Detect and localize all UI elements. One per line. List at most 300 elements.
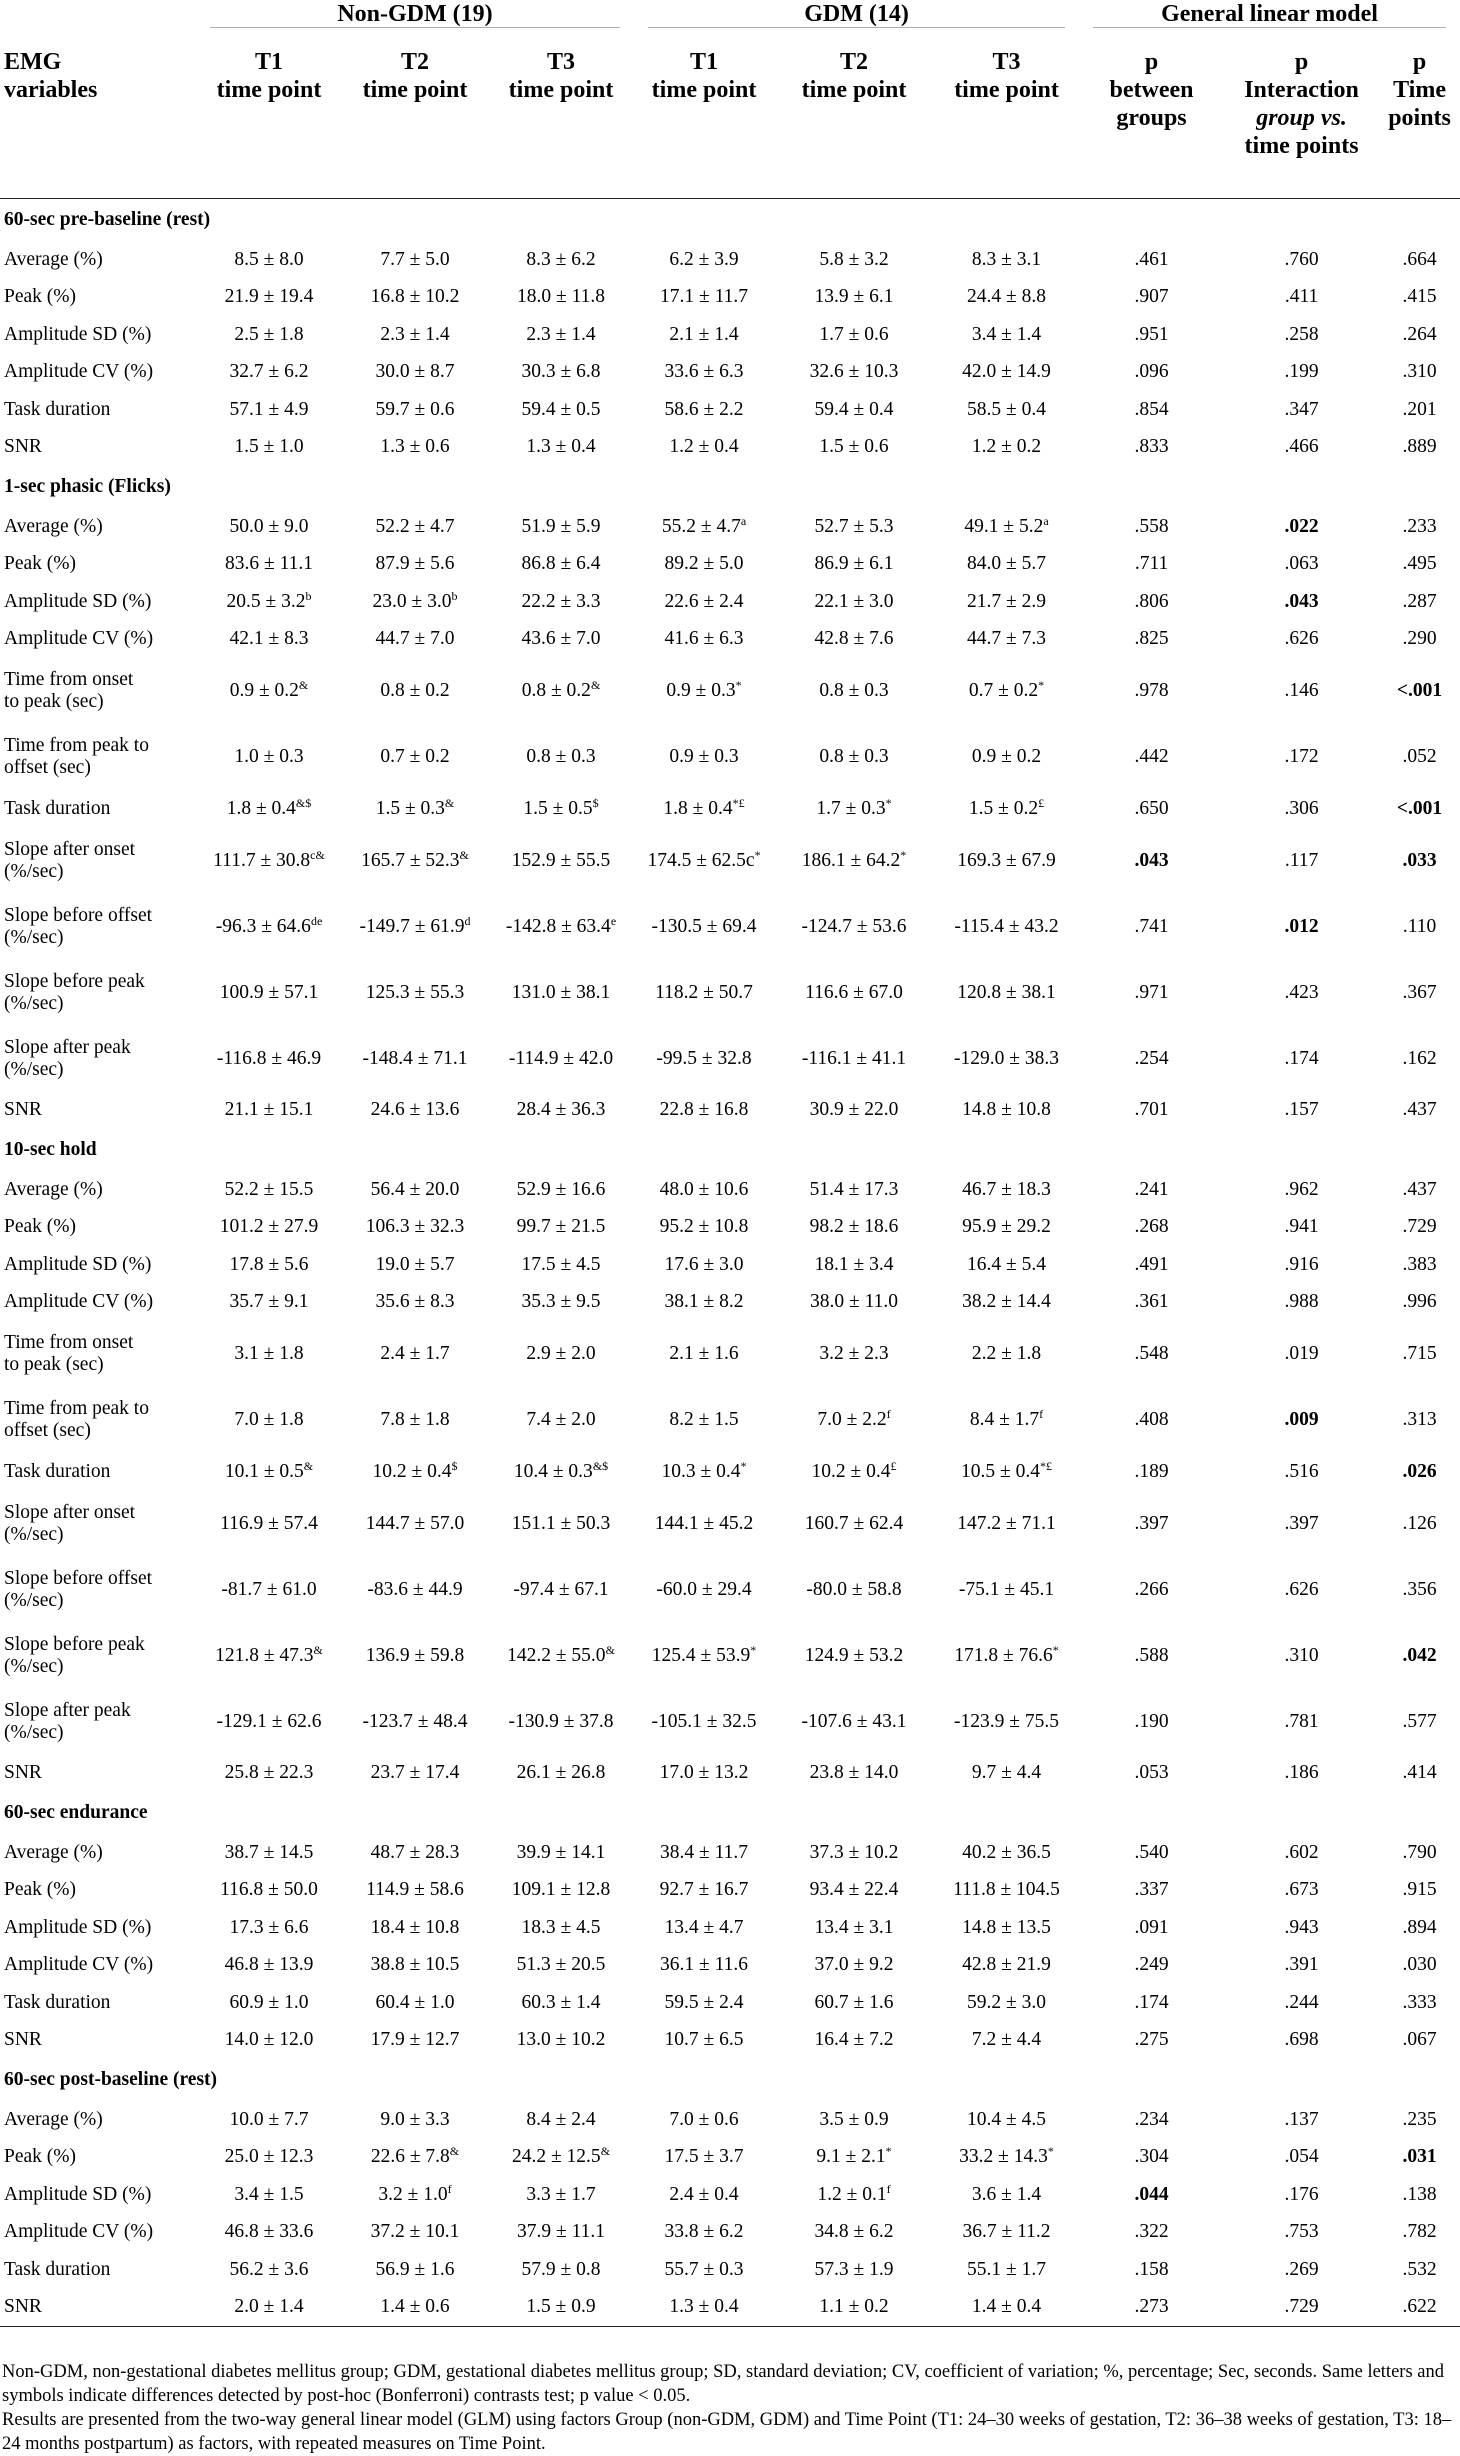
value-cell: 3.2 ± 1.0$^f$	[378, 2181, 452, 2205]
value-cell: 24.2 ± 12.5&	[511, 2144, 611, 2168]
value-cell: 10.4 ± 4.5	[967, 2108, 1046, 2130]
table-row	[0, 1755, 1460, 1793]
p-value-cell: .033	[1402, 849, 1437, 871]
p-value-cell: .249	[1134, 1954, 1169, 1976]
section-title: 60-sec pre-baseline (rest)	[4, 209, 211, 230]
value-cell: 0.8 ± 0.3	[819, 746, 889, 767]
value-cell: 9.7 ± 4.4	[971, 1762, 1042, 1784]
value-cell: 147.2 ± 71.1	[957, 1512, 1056, 1534]
table-row	[0, 1491, 1460, 1557]
value-cell: 14.0 ± 12.0	[224, 2029, 314, 2051]
value-cell: -115.4 ± 43.2	[954, 915, 1059, 937]
value-cell: 42.0 ± 14.9	[962, 361, 1051, 383]
value-cell: 38.8 ± 10.5	[370, 1954, 460, 1976]
posthoc-marker: &	[313, 1642, 323, 1657]
row-label: Time from peak to offset (sec)	[4, 735, 149, 778]
p-value-cell: .234	[1134, 2108, 1169, 2130]
row-label: SNR	[4, 1099, 42, 1121]
p-value-cell: .383	[1402, 1253, 1437, 1275]
value-cell: 20.5 ± 3.2$^b$	[226, 588, 312, 612]
p-value-cell: .540	[1134, 1841, 1169, 1863]
value-cell: 118.2 ± 50.7	[655, 981, 753, 1003]
value-cell: 23.0 ± 3.0$^b$	[372, 588, 458, 612]
posthoc-marker: &	[605, 1642, 615, 1657]
p-value-cell: .137	[1284, 2108, 1319, 2130]
value-cell: 59.4 ± 0.4	[814, 398, 894, 420]
group-header-non-gdm: Non-GDM (19)	[196, 0, 634, 34]
section-header-row	[0, 1792, 1460, 1834]
p-value-cell: .943	[1284, 1916, 1319, 1938]
p-value-cell: .287	[1402, 590, 1437, 612]
value-cell: 18.1 ± 3.4	[814, 1253, 894, 1275]
value-cell: 120.8 ± 38.1	[957, 981, 1056, 1003]
value-cell: -60.0 ± 29.4	[656, 1578, 752, 1600]
p-value-cell: .782	[1402, 2221, 1437, 2243]
value-cell: 95.9 ± 29.2	[962, 1216, 1051, 1238]
p-value-cell: .414	[1402, 1762, 1437, 1784]
section-header-row	[0, 199, 1460, 242]
value-cell: 109.1 ± 12.8	[511, 1879, 611, 1901]
row-label: Peak (%)	[4, 2146, 77, 2168]
value-cell: 59.4 ± 0.5	[521, 398, 601, 420]
value-cell: 32.6 ± 10.3	[809, 361, 899, 383]
value-cell: 38.0 ± 11.0	[810, 1291, 898, 1313]
table-row	[0, 1984, 1460, 2022]
value-cell: 38.7 ± 14.5	[224, 1841, 314, 1863]
value-cell: 99.7 ± 21.5	[516, 1216, 606, 1238]
p-value-cell: .235	[1402, 2108, 1437, 2130]
table-row	[0, 2251, 1460, 2289]
p-value-cell: .275	[1134, 2029, 1169, 2051]
value-cell: 3.1 ± 1.8	[234, 1343, 304, 1364]
table-row	[0, 316, 1460, 354]
value-cell: 17.9 ± 12.7	[370, 2029, 460, 2051]
row-label: Slope before offset (%/sec)	[4, 1567, 153, 1611]
value-cell: 22.6 ± 2.4	[664, 590, 744, 612]
p-value-cell: .602	[1284, 1841, 1319, 1863]
table-row	[0, 1246, 1460, 1284]
p-value-cell: .760	[1284, 248, 1319, 270]
p-value-cell: .110	[1402, 915, 1437, 937]
value-cell: -129.0 ± 38.3	[954, 1047, 1059, 1069]
table-row	[0, 241, 1460, 279]
value-cell: 7.2 ± 4.4	[971, 2029, 1042, 2051]
p-value-cell: .622	[1379, 2289, 1460, 2327]
p-value-cell: .437	[1402, 1178, 1437, 1200]
p-value-cell: .096	[1134, 361, 1169, 383]
posthoc-marker: b	[305, 588, 312, 603]
value-cell: 3.4 ± 1.5	[234, 2183, 304, 2205]
value-cell: 25.8 ± 22.3	[224, 1762, 314, 1784]
value-cell: 124.9 ± 53.2	[804, 1644, 904, 1666]
p-value-cell: .310	[1284, 1644, 1319, 1666]
value-cell: -116.1 ± 41.1	[801, 1047, 907, 1069]
value-cell: 33.2 ± 14.3*	[959, 2144, 1054, 2168]
value-cell: 0.9 ± 0.2	[971, 746, 1042, 767]
value-cell: 22.1 ± 3.0	[814, 590, 894, 612]
value-cell: 131.0 ± 38.1	[511, 981, 611, 1003]
value-cell: -83.6 ± 44.9	[367, 1578, 463, 1600]
row-label: Average (%)	[4, 2108, 103, 2130]
table-row	[0, 894, 1460, 960]
value-cell: 28.4 ± 36.3	[516, 1099, 606, 1121]
value-cell: 40.2 ± 36.5	[962, 1841, 1051, 1863]
row-label: Peak (%)	[4, 553, 77, 575]
row-label: Task duration	[4, 398, 111, 420]
table-body	[0, 199, 1460, 2327]
value-cell: 38.4 ± 11.7	[660, 1841, 748, 1863]
value-cell: 0.7 ± 0.2	[380, 746, 450, 767]
row-label: Peak (%)	[4, 1216, 77, 1238]
header-gdm-t3: T3 time point	[954, 49, 1059, 103]
value-cell: 101.2 ± 27.9	[219, 1216, 319, 1238]
value-cell: 8.2 ± 1.5	[669, 1409, 739, 1430]
value-cell: 136.9 ± 59.8	[365, 1644, 465, 1666]
p-value-cell: .988	[1284, 1291, 1319, 1313]
value-cell: 46.7 ± 18.3	[962, 1178, 1051, 1200]
value-cell: 10.2 ± 0.4$	[372, 1458, 458, 1482]
value-cell: 7.8 ± 1.8	[380, 1409, 450, 1430]
value-cell: 24.6 ± 13.6	[370, 1099, 460, 1121]
row-label: Task duration	[4, 2258, 111, 2280]
p-value-cell: .258	[1284, 323, 1319, 345]
group-header-glm: General linear model	[1079, 0, 1460, 34]
value-cell: 13.4 ± 3.1	[814, 1916, 894, 1938]
p-value-cell: .729	[1224, 2289, 1379, 2327]
section-title: 60-sec post-baseline (rest)	[4, 2069, 218, 2090]
value-cell: 174.5 ± 62.5c*	[647, 847, 761, 871]
value-cell: -97.4 ± 67.1	[513, 1578, 609, 1600]
value-cell: -123.9 ± 75.5	[954, 1710, 1059, 1732]
posthoc-marker: f	[886, 2181, 891, 2196]
section-header-row	[0, 2059, 1460, 2101]
p-value-cell: .962	[1284, 1178, 1319, 1200]
value-cell: 59.5 ± 2.4	[664, 1991, 744, 2013]
value-cell: 59.7 ± 0.6	[375, 398, 455, 420]
p-value-cell: .577	[1402, 1710, 1437, 1732]
section-header-row	[0, 466, 1460, 508]
p-value-cell: .588	[1134, 1644, 1169, 1666]
value-cell: 17.6 ± 3.0	[664, 1253, 744, 1275]
posthoc-marker: $	[451, 1458, 458, 1473]
p-value-cell: .174	[1134, 1991, 1169, 2013]
value-cell: 10.3 ± 0.4*	[661, 1458, 747, 1482]
value-cell: 114.9 ± 58.6	[366, 1879, 464, 1901]
value-cell: 8.3 ± 6.2	[526, 248, 596, 270]
value-cell: 56.9 ± 1.6	[375, 2258, 455, 2280]
p-value-cell: .043	[1134, 849, 1169, 871]
value-cell: 1.3 ± 0.4	[526, 436, 596, 458]
value-cell: 7.4 ± 2.0	[526, 1409, 596, 1430]
p-value-cell: .091	[1134, 1916, 1169, 1938]
posthoc-marker: *	[740, 1458, 747, 1473]
value-cell: 59.2 ± 3.0	[967, 1991, 1046, 2013]
value-cell: 7.0 ± 1.8	[234, 1409, 304, 1430]
p-value-cell: .790	[1402, 1841, 1437, 1863]
value-cell: 10.7 ± 6.5	[664, 2029, 744, 2051]
value-cell: 1.1 ± 0.2	[774, 2289, 934, 2327]
value-cell: 35.3 ± 9.5	[521, 1291, 601, 1313]
value-cell: 57.3 ± 1.9	[814, 2258, 894, 2280]
p-value-cell: .495	[1402, 553, 1437, 575]
value-cell: 2.9 ± 2.0	[526, 1343, 596, 1364]
p-value-cell: .264	[1402, 323, 1437, 345]
row-label: Slope before offset (%/sec)	[4, 904, 153, 948]
posthoc-marker: c&	[310, 847, 325, 862]
p-value-cell: .698	[1284, 2029, 1319, 2051]
table-row	[0, 279, 1460, 317]
value-cell: 0.8 ± 0.3	[819, 680, 889, 701]
value-cell: 111.8 ± 104.5	[953, 1879, 1060, 1901]
section-title: 1-sec phasic (Flicks)	[4, 476, 171, 497]
value-cell: 151.1 ± 50.3	[511, 1512, 611, 1534]
value-cell: 1.4 ± 0.4	[934, 2289, 1079, 2327]
value-cell: 10.4 ± 0.3&$	[513, 1458, 609, 1482]
value-cell: 30.3 ± 6.8	[521, 361, 601, 383]
p-value-cell: .753	[1284, 2221, 1319, 2243]
row-label: Task duration	[4, 797, 111, 819]
p-value-cell: .971	[1134, 981, 1169, 1003]
value-cell: 1.2 ± 0.1$^f$	[817, 2181, 891, 2205]
p-value-cell: .941	[1284, 1216, 1319, 1238]
p-value-cell: .019	[1284, 1343, 1319, 1364]
posthoc-marker: *£	[1040, 1458, 1052, 1473]
p-value-cell: .022	[1284, 515, 1319, 537]
table-row	[0, 1453, 1460, 1491]
row-label: Slope after onset (%/sec)	[4, 838, 136, 882]
p-value-cell: .012	[1284, 915, 1319, 937]
value-cell: 60.7 ± 1.6	[814, 1991, 894, 2013]
posthoc-marker: de	[310, 913, 323, 928]
posthoc-marker: *	[885, 795, 892, 810]
value-cell: 22.8 ± 16.8	[659, 1099, 749, 1121]
table-row	[0, 2139, 1460, 2177]
p-value-cell: .347	[1284, 398, 1319, 420]
p-value-cell: .190	[1134, 1710, 1169, 1732]
p-value-cell: .548	[1134, 1343, 1169, 1364]
value-cell: 17.1 ± 11.7	[660, 286, 748, 308]
value-cell: 16.4 ± 7.2	[814, 2029, 894, 2051]
value-cell: 3.5 ± 0.9	[819, 2108, 889, 2130]
value-cell: -123.7 ± 48.4	[362, 1710, 468, 1732]
value-cell: 1.5 ± 1.0	[234, 436, 304, 458]
value-cell: 1.5 ± 0.6	[819, 436, 889, 458]
value-cell: 42.8 ± 21.9	[962, 1954, 1051, 1976]
p-value-cell: .411	[1284, 286, 1319, 308]
p-value-cell: .063	[1284, 553, 1319, 575]
row-label: Slope before peak (%/sec)	[4, 1633, 145, 1677]
p-value-cell: .833	[1134, 436, 1169, 458]
value-cell: -130.9 ± 37.8	[508, 1710, 614, 1732]
value-cell: 6.2 ± 3.9	[669, 248, 739, 270]
value-cell: 39.9 ± 14.1	[516, 1841, 606, 1863]
p-value-cell: .701	[1134, 1099, 1169, 1121]
value-cell: 13.0 ± 10.2	[516, 2029, 606, 2051]
posthoc-marker: a	[1043, 513, 1049, 528]
value-cell: 2.1 ± 1.4	[669, 323, 739, 345]
value-cell: 14.8 ± 10.8	[962, 1099, 1051, 1121]
value-cell: -75.1 ± 45.1	[958, 1578, 1055, 1600]
value-cell: 0.8 ± 0.2	[380, 680, 450, 701]
posthoc-marker: *	[1052, 1642, 1059, 1657]
value-cell: 169.3 ± 67.9	[957, 849, 1056, 871]
posthoc-marker: £	[890, 1458, 897, 1473]
value-cell: 89.2 ± 5.0	[664, 553, 744, 575]
value-cell: 7.7 ± 5.0	[380, 248, 450, 270]
posthoc-marker: d	[464, 913, 471, 928]
posthoc-marker: &	[600, 2144, 611, 2159]
p-value-cell: .466	[1284, 436, 1319, 458]
posthoc-marker: *	[900, 847, 907, 862]
posthoc-marker: $	[592, 795, 599, 810]
value-cell: -142.8 ± 63.4$^e$	[505, 913, 617, 937]
section-header-row	[0, 1129, 1460, 1171]
p-value-cell: .186	[1284, 1762, 1319, 1784]
value-cell: 50.0 ± 9.0	[229, 515, 309, 537]
header-nongdm-t3: T3 time point	[508, 49, 614, 103]
row-label: Slope after onset (%/sec)	[4, 1501, 136, 1545]
group-header-row	[0, 0, 1460, 34]
table-row	[0, 429, 1460, 467]
table-row	[0, 960, 1460, 1026]
posthoc-marker: b	[451, 588, 458, 603]
value-cell: 51.9 ± 5.9	[521, 515, 601, 537]
value-cell: 1.4 ± 0.6	[342, 2289, 488, 2327]
value-cell: 171.8 ± 76.6*	[954, 1642, 1059, 1666]
value-cell: 46.8 ± 33.6	[224, 2221, 314, 2243]
value-cell: 18.0 ± 11.8	[517, 286, 605, 308]
value-cell: -130.5 ± 69.4	[651, 915, 757, 937]
row-label: Average (%)	[4, 248, 103, 270]
table-row	[0, 1872, 1460, 1910]
p-value-cell: .408	[1134, 1409, 1169, 1430]
value-cell: 86.9 ± 6.1	[814, 553, 894, 575]
value-cell: 7.0 ± 2.2$^f$	[817, 1407, 891, 1430]
p-value-cell: .423	[1284, 981, 1319, 1003]
value-cell: 125.3 ± 55.3	[365, 981, 465, 1003]
table-row	[0, 724, 1460, 790]
value-cell: 44.7 ± 7.3	[967, 628, 1046, 650]
p-value-cell: .266	[1134, 1578, 1169, 1600]
p-value-cell: .711	[1134, 553, 1169, 575]
value-cell: 1.5 ± 0.5$	[523, 795, 599, 819]
row-label: Slope after peak (%/sec)	[4, 1036, 131, 1080]
value-cell: 2.5 ± 1.8	[234, 323, 304, 345]
value-cell: 0.7 ± 0.2*	[968, 678, 1045, 701]
p-value-cell: .009	[1284, 1409, 1319, 1430]
row-label: Time from onset to peak (sec)	[4, 1332, 134, 1375]
value-cell: 8.3 ± 3.1	[971, 248, 1042, 270]
table-row	[0, 1171, 1460, 1209]
row-label: Amplitude CV (%)	[4, 628, 154, 650]
value-cell: 19.0 ± 5.7	[375, 1253, 455, 1275]
row-label: Amplitude CV (%)	[4, 1291, 154, 1313]
p-value-cell: .067	[1402, 2029, 1437, 2051]
value-cell: 22.2 ± 3.3	[521, 590, 601, 612]
p-value-cell: .741	[1134, 915, 1169, 937]
value-cell: -81.7 ± 61.0	[221, 1578, 317, 1600]
value-cell: 7.0 ± 0.6	[669, 2108, 739, 2130]
value-cell: 44.7 ± 7.0	[375, 628, 455, 650]
header-spacer	[0, 0, 196, 34]
value-cell: 5.8 ± 3.2	[819, 248, 889, 270]
header-emg-variables: EMG variables	[4, 49, 98, 103]
p-value-cell: .052	[1402, 746, 1437, 767]
p-value-cell: .729	[1402, 1216, 1437, 1238]
p-value-cell: .043	[1284, 590, 1319, 612]
p-value-cell: .030	[1402, 1954, 1437, 1976]
table-row	[0, 508, 1460, 546]
table-row	[0, 1284, 1460, 1322]
value-cell: 1.7 ± 0.6	[819, 323, 889, 345]
header-p-interaction: p Interaction group vs. time points	[1244, 49, 1359, 159]
value-cell: 35.7 ± 9.1	[229, 1291, 309, 1313]
header-p-time: p Time points	[1388, 49, 1451, 131]
p-value-cell: <.001	[1396, 680, 1443, 701]
posthoc-marker: a	[740, 513, 747, 528]
p-value-cell: .532	[1402, 2258, 1437, 2280]
p-value-cell: .907	[1134, 286, 1169, 308]
footnote-glm: Results are presented from the two-way general linear model (GLM) using factors Group (non-GDM, GDM) and Time Point (T1: 24–30 weeks of gestation, T2: 36–38 weeks of gestation, T3: 18–24 months postpartum) as factors, with repeated measures on Time Point.	[2, 2410, 1452, 2454]
table-row	[0, 2176, 1460, 2214]
value-cell: 41.6 ± 6.3	[664, 628, 744, 650]
value-cell: 38.1 ± 8.2	[664, 1291, 744, 1313]
posthoc-marker: f	[447, 2181, 452, 2196]
value-cell: 38.2 ± 14.4	[962, 1291, 1051, 1313]
table-row	[0, 1623, 1460, 1689]
value-cell: 8.5 ± 8.0	[234, 248, 304, 270]
value-cell: 17.3 ± 6.6	[229, 1916, 309, 1938]
value-cell: 42.1 ± 8.3	[229, 628, 309, 650]
value-cell: -129.1 ± 62.6	[216, 1710, 322, 1732]
posthoc-marker: f	[1039, 1407, 1044, 1421]
value-cell: 51.4 ± 17.3	[809, 1178, 899, 1200]
p-value-cell: .415	[1402, 286, 1437, 308]
value-cell: 2.2 ± 1.8	[971, 1343, 1042, 1364]
value-cell: 48.7 ± 28.3	[370, 1841, 460, 1863]
value-cell: 58.6 ± 2.2	[664, 398, 744, 420]
row-label: Average (%)	[4, 1841, 103, 1863]
value-cell: 22.6 ± 7.8&	[370, 2144, 460, 2168]
p-value-cell: .916	[1284, 1253, 1319, 1275]
value-cell: 52.7 ± 5.3	[814, 515, 894, 537]
value-cell: 21.7 ± 2.9	[967, 590, 1046, 612]
posthoc-marker: e	[610, 913, 617, 928]
p-value-cell: .626	[1284, 628, 1319, 650]
p-value-cell: .806	[1134, 590, 1169, 612]
posthoc-marker: £	[1038, 795, 1045, 810]
value-cell: -99.5 ± 32.8	[656, 1047, 752, 1069]
value-cell: 56.4 ± 20.0	[370, 1178, 460, 1200]
value-cell: 93.4 ± 22.4	[809, 1879, 899, 1901]
value-cell: $111.7 \pm 30.8^{c\&}$	[213, 847, 325, 871]
p-value-cell: .026	[1402, 1460, 1437, 1482]
value-cell: 37.9 ± 11.1	[517, 2221, 605, 2243]
table-row	[0, 658, 1460, 724]
value-cell: 92.7 ± 16.7	[659, 1879, 749, 1901]
p-value-cell: .650	[1134, 797, 1169, 819]
p-value-cell: <.001	[1396, 797, 1443, 819]
value-cell: 55.1 ± 1.7	[967, 2258, 1046, 2280]
row-label: Time from peak to offset (sec)	[4, 1398, 149, 1441]
value-cell: 25.0 ± 12.3	[224, 2146, 314, 2168]
value-cell: 152.9 ± 55.5	[511, 849, 611, 871]
header-gdm-t1: T1 time point	[651, 49, 757, 103]
p-value-cell: .268	[1134, 1216, 1169, 1238]
table-row	[0, 1947, 1460, 1985]
value-cell: 24.4 ± 8.8	[967, 286, 1046, 308]
p-value-cell: .397	[1284, 1512, 1319, 1534]
